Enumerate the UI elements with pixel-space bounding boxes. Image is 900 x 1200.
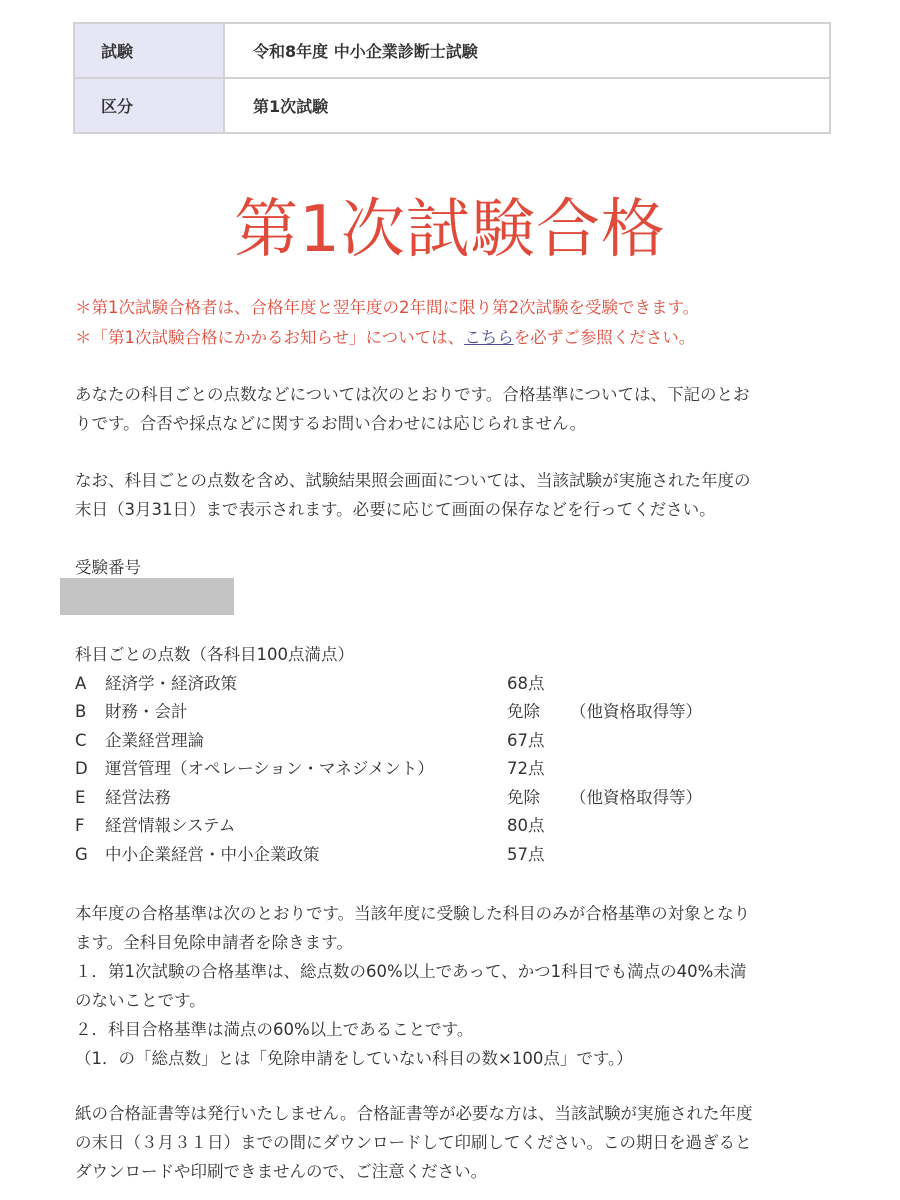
criteria-line: のないことです。: [75, 991, 206, 1010]
subject-score: 57点: [507, 845, 545, 864]
subject-letter: G: [75, 845, 88, 864]
intro-p1-line-2: りです。合否や採点などに関するお問い合わせには応じられません。: [75, 414, 587, 433]
certificate-line: 紙の合格証書等は発行いたしません。合格証書等が必要な方は、当該試験が実施された年度: [75, 1104, 753, 1123]
criteria-line: ２．科目合格基準は満点の60%以上であることです。: [75, 1020, 474, 1039]
exam-row: [74, 23, 830, 78]
result-title: 第1次試験合格: [234, 193, 666, 267]
subject-score: 80点: [507, 816, 545, 835]
certificate-line: ダウンロードや印刷できませんので、ご注意ください。: [75, 1162, 488, 1181]
intro-paragraph-1: [75, 380, 835, 438]
score-row-f: [75, 812, 835, 840]
subject-name: 中小企業経営・中小企業政策: [105, 845, 320, 864]
exam-number-redacted: [60, 578, 234, 615]
exam-label: 試験: [74, 23, 224, 78]
subject-score: 72点: [507, 759, 545, 778]
subject-name: 企業経営理論: [105, 731, 204, 750]
intro-p1-line-1: あなたの科目ごとの点数などについては次のとおりです。合格基準については、下記のとお: [75, 385, 750, 404]
subject-letter: C: [75, 731, 87, 750]
subject-letter: D: [75, 759, 88, 778]
criteria-line: （1．の「総点数」とは「免除申請をしていない科目の数×100点」です。）: [75, 1049, 633, 1068]
subject-letter: A: [75, 674, 87, 693]
subject-note: （他資格取得等）: [570, 788, 702, 807]
subject-score: 免除: [507, 702, 540, 721]
criteria-line: ます。全科目免除申請者を除きます。: [75, 933, 353, 952]
certificate-notice: [75, 1099, 835, 1186]
notice-line-2-after: を必ずご参照ください。: [513, 328, 696, 347]
score-row-e: [75, 784, 835, 812]
criteria-line: １．第1次試験の合格基準は、総点数の60%以上であって、かつ1科目でも満点の40%未満: [75, 962, 747, 981]
subject-name: 経済学・経済政策: [105, 674, 237, 693]
pass-criteria: [75, 899, 835, 1073]
score-row-d: [75, 755, 835, 783]
subject-letter: E: [75, 788, 86, 807]
score-row-c: [75, 727, 835, 755]
certificate-line: の末日（３月３１日）までの間にダウンロードして印刷してください。この期日を過ぎると: [75, 1133, 752, 1152]
category-value: 第1次試験: [224, 78, 830, 133]
notice-line-1: ＊第1次試験合格者は、合格年度と翌年度の2年間に限り第2次試験を受験できます。: [75, 298, 700, 317]
subject-score: 68点: [507, 674, 545, 693]
notice-line-2-before: ＊「第1次試験合格にかかるお知らせ」については、: [75, 328, 465, 347]
intro-p2-line-1: なお、科目ごとの点数を含め、試験結果照会画面については、当該試験が実施された年度の: [75, 471, 751, 490]
intro-p2-line-2: 末日（3月31日）まで表示されます。必要に応じて画面の保存などを行ってください。: [75, 500, 716, 519]
score-row-a: [75, 670, 835, 698]
category-row: [74, 78, 830, 133]
subject-letter: B: [75, 702, 87, 721]
subject-score: 67点: [507, 731, 545, 750]
subject-name: 運営管理（オペレーション・マネジメント）: [105, 759, 434, 778]
subject-name: 財務・会計: [105, 702, 188, 721]
notice-link[interactable]: こちら: [464, 328, 514, 347]
score-row-b: [75, 698, 835, 726]
subject-score: 免除: [507, 788, 540, 807]
score-row-g: [75, 841, 835, 869]
subject-name: 経営情報システム: [105, 816, 236, 835]
subject-note: （他資格取得等）: [570, 702, 702, 721]
criteria-line: 本年度の合格基準は次のとおりです。当該年度に受験した科目のみが合格基準の対象となり: [75, 904, 751, 923]
exam-info-table: [73, 22, 831, 134]
scores-heading: 科目ごとの点数（各科目100点満点）: [75, 645, 354, 664]
intro-paragraph-2: [75, 466, 835, 524]
notice-line-2: [75, 326, 855, 350]
subject-name: 経営法務: [105, 788, 171, 807]
exam-value: 令和8年度 中小企業診断士試験: [224, 23, 830, 78]
subject-letter: F: [75, 816, 85, 835]
exam-number-label: 受験番号: [75, 558, 141, 577]
category-label: 区分: [74, 78, 224, 133]
